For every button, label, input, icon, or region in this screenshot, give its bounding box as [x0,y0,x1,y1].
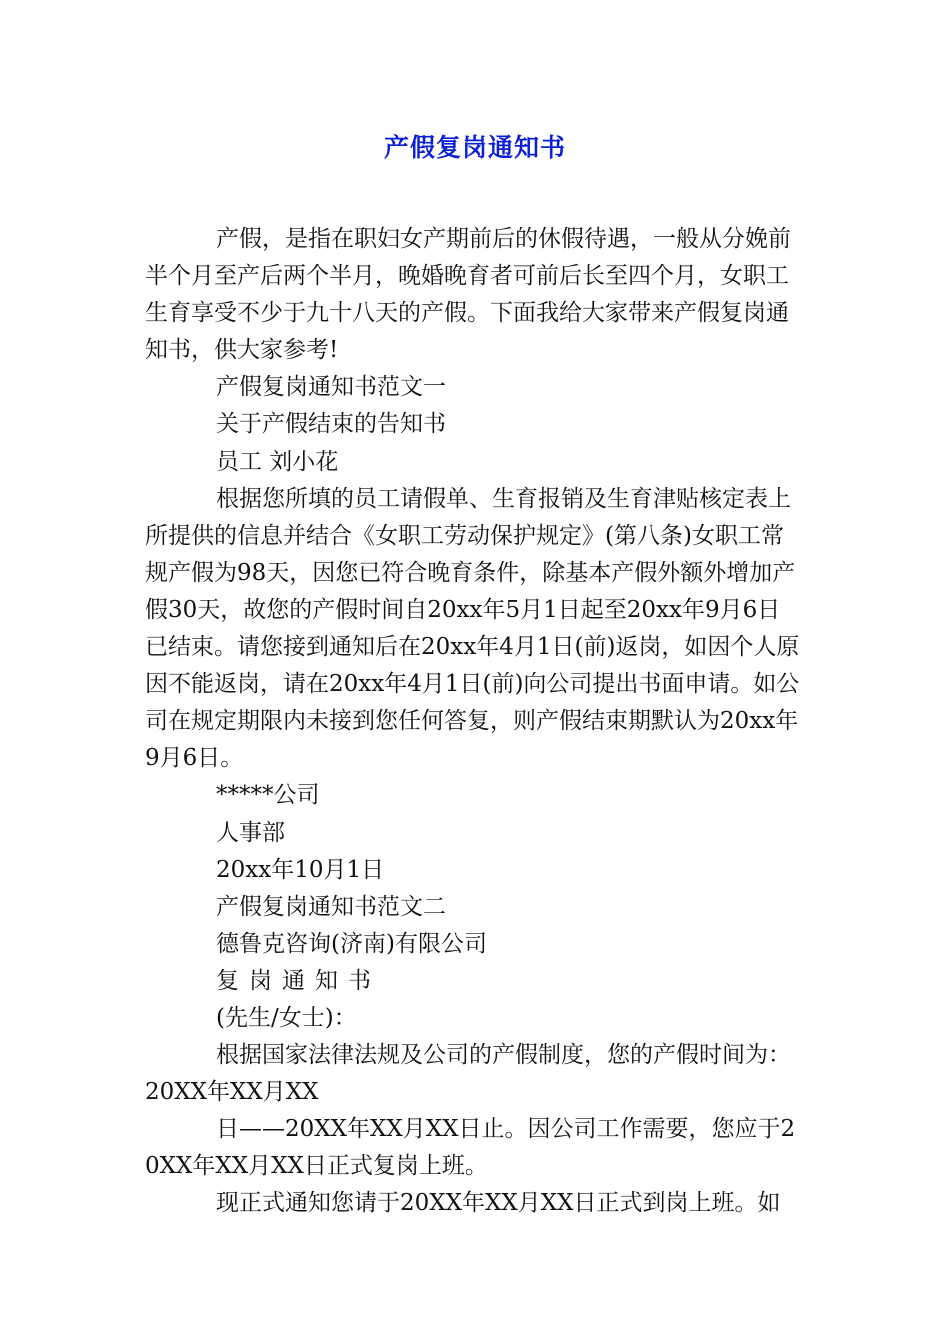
paragraph-company-name: 德鲁克咨询(济南)有限公司 [216,930,487,957]
paragraph-notice-body: 根据您所填的员工请假单、生育报销及生育津贴核定表上所提供的信息并结合《女职工劳动保护规定》(第八条)女职工常规产假为98天，因您已符合晚育条件，除基本产假外额外增加产假30天，故您的产假时间自20xx年5月1日起至20xx年9月6日已结束。请您接到通知后在20xx年4月1日(前)返岗，如因个人原因不能返岗，请在20xx年4月1日(前)向公司提出书面申请。如公司在规定期限内未接到您任何答复，则产假结束期默认为20xx年9月6日。 [145,485,800,772]
paragraph-date: 20xx年10月1日 [216,856,385,883]
paragraph-intro: 产假，是指在职妇女产期前后的休假待遇，一般从分娩前半个月至产后两个半月，晚婚晚育者可前后长至四个月，女职工生育享受不少于九十八天的产假。下面我给大家带来产假复岗通知书，供大家参考! [145,226,791,364]
paragraph-leave-period: 根据国家法律法规及公司的产假制度，您的产假时间为：20XX年XX月XX [145,1042,791,1106]
paragraph-sample-one-heading: 产假复岗通知书范文一 [216,374,446,401]
paragraph-formal-notice: 现正式通知您请于20XX年XX月XX日正式到岗上班。如 [216,1190,781,1217]
document-body [145,221,800,1223]
paragraph-salutation: (先生/女士)： [216,1004,357,1031]
paragraph-department: 人事部 [216,819,285,846]
paragraph-employee-name: 员工 刘小花 [216,448,339,475]
paragraph-company: *****公司 [216,782,320,809]
paragraph-leave-end: 日——20XX年XX月XX日止。因公司工作需要，您应于20XX年XX月XX日正式复岗上班。 [145,1116,796,1180]
paragraph-return-notice-title: 复岗通知书 [216,967,381,994]
document-title: 产假复岗通知书 [383,133,566,162]
paragraph-notice-title: 关于产假结束的告知书 [216,411,446,438]
paragraph-sample-two-heading: 产假复岗通知书范文二 [216,893,446,920]
